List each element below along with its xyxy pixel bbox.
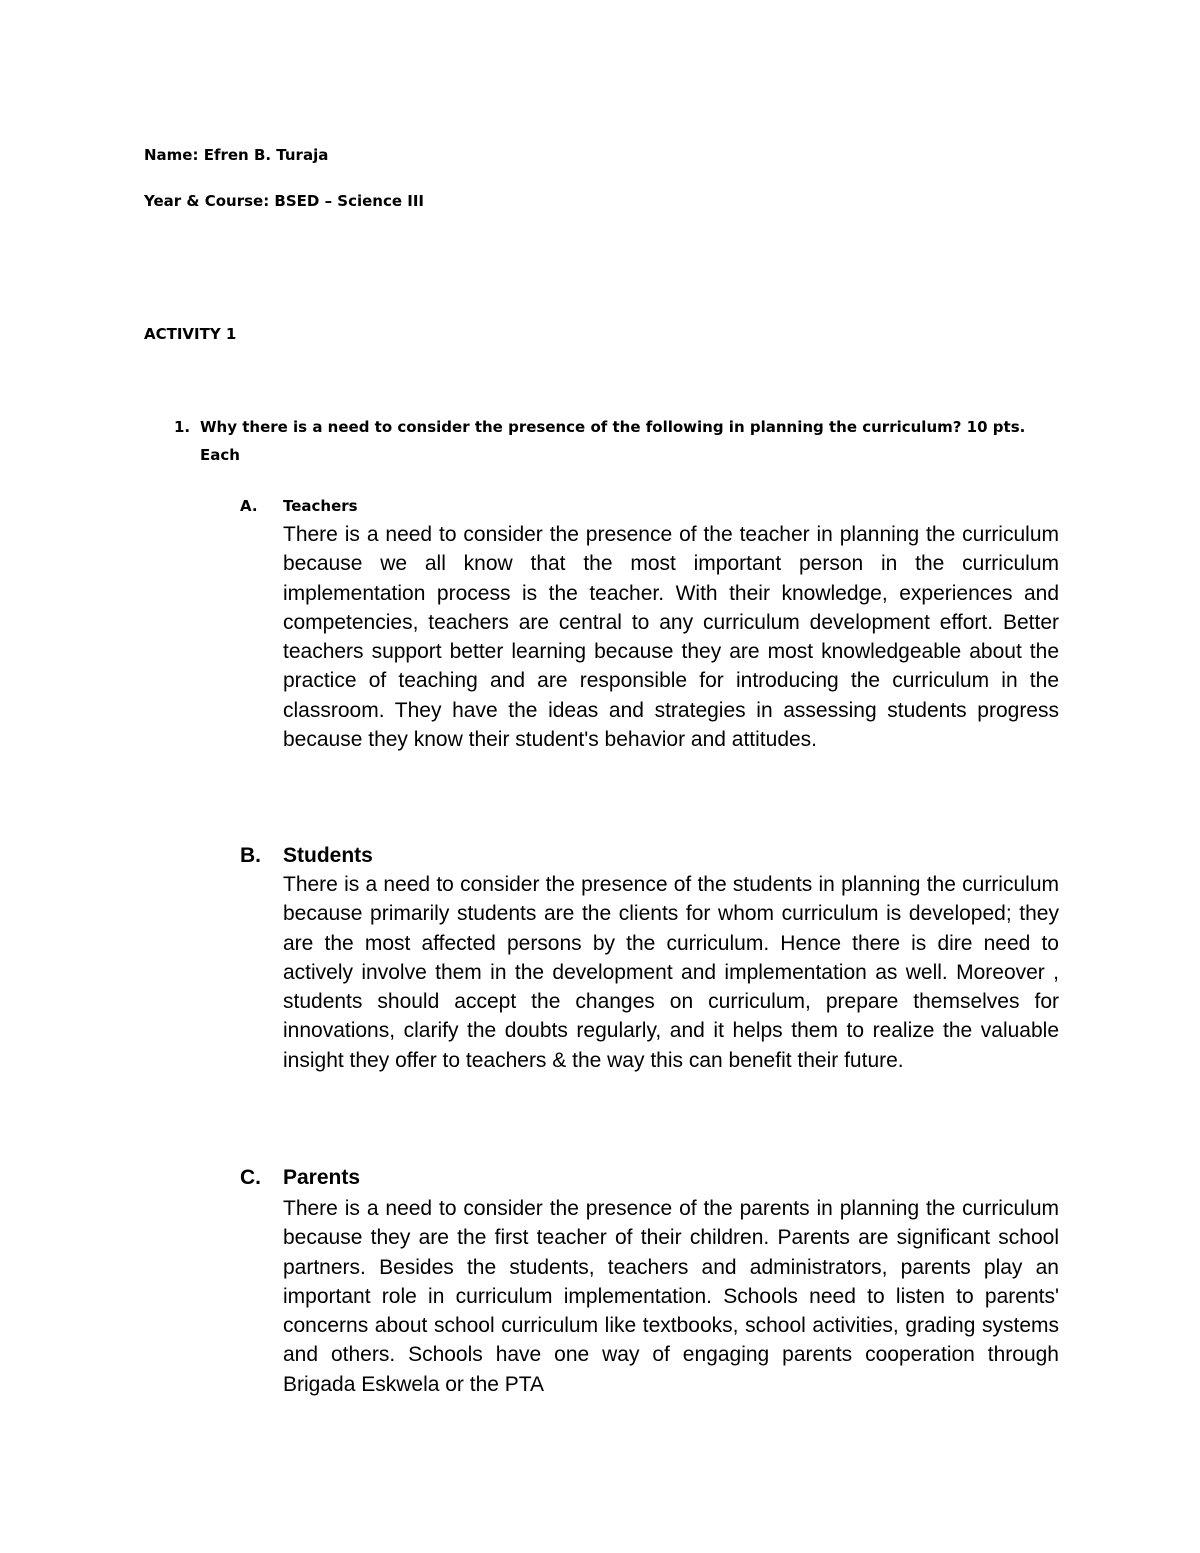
question-text: Why there is a need to consider the presence of the following in planning the curriculum? 10 pts. Each: [200, 418, 1026, 464]
question-number: 1.: [174, 418, 191, 436]
student-name-line: Name: Efren B. Turaja: [144, 146, 329, 164]
section-a-heading: [240, 497, 358, 515]
section-a-title: Teachers: [283, 497, 358, 515]
section-b-title: Students: [283, 844, 373, 867]
question-item: [144, 413, 1064, 469]
section-c-title: Parents: [283, 1166, 361, 1189]
year-course-line: Year & Course: BSED – Science III: [144, 192, 425, 210]
section-b-heading: [240, 844, 373, 868]
section-c-answer: There is a need to consider the presence of the parents in planning the curriculum because they are the first teacher of their children. Parents are significant school partners. Besides the students, teachers and administrators, parents play an important role in curriculum implementation. Schools need to listen to parents' concerns about school curriculum like textbooks, school activities, grading systems and others. Schools have one way of engaging parents cooperation through Brigada Eskwela or the PTA: [283, 1197, 1059, 1396]
section-b-letter: B.: [240, 844, 261, 867]
section-c-letter: C.: [240, 1166, 261, 1189]
section-a-letter: A.: [240, 497, 258, 515]
section-a-answer: There is a need to consider the presence of the teacher in planning the curriculum because we all know that the most important person in the curriculum implementation process is the teacher. With their knowledge, experiences and competencies, teachers are central to any curriculum development effort. Better teachers support better learning because they are most knowledgeable about the practice of teaching and are responsible for introducing the curriculum in the classroom. They have the ideas and strategies in assessing students progress because they know their student's behavior and attitudes.: [283, 523, 1059, 752]
section-b-answer: There is a need to consider the presence of the students in planning the curriculum because primarily students are the clients for whom curriculum is developed; they are the most affected persons by the curriculum. Hence there is dire need to actively involve them in the development and implementation as well. Moreover , students should accept the changes on curriculum, prepare themselves for innovations, clarify the doubts regularly, and it helps them to realize the valuable insight they offer to teachers & the way this can benefit their future.: [283, 873, 1059, 1072]
section-c-heading: [240, 1166, 360, 1190]
activity-title: ACTIVITY 1: [144, 325, 237, 343]
